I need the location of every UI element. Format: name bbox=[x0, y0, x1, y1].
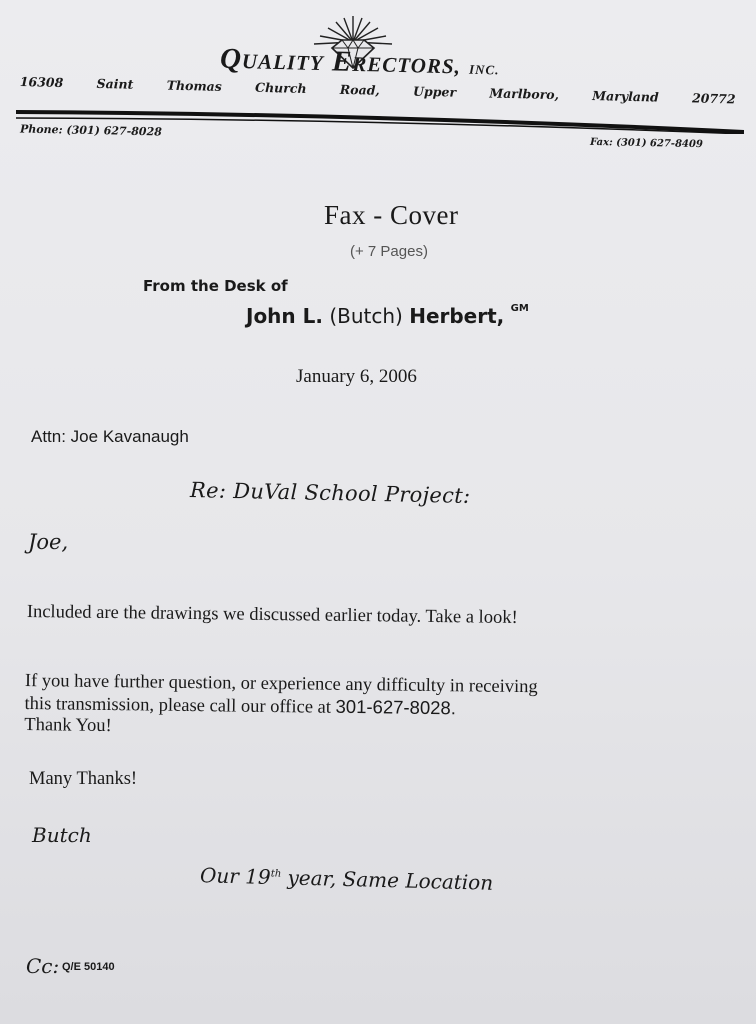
page-count: (+ 7 Pages) bbox=[350, 243, 428, 260]
subject-line: Re: DuVal School Project: bbox=[189, 478, 471, 508]
body-paragraph-2: If you have further question, or experience any difficulty in receiving this transmission, please call our office at 301-627-8028. Thank You! bbox=[24, 671, 538, 737]
attention-line: Attn: Joe Kavanaugh bbox=[31, 427, 189, 446]
page-title: Fax - Cover bbox=[324, 200, 459, 230]
company-fax: Fax: (301) 627-8409 bbox=[589, 136, 703, 151]
greeting: Joe, bbox=[28, 530, 69, 554]
from-desk-label: From the Desk of bbox=[143, 277, 288, 295]
company-phone: Phone: (301) 627-8028 bbox=[19, 122, 162, 139]
cc-label: Cc: bbox=[26, 954, 60, 978]
company-address: 16308 Saint Thomas Church Road, Upper Marlboro, Maryland 20772 bbox=[19, 74, 736, 107]
fax-date: January 6, 2006 bbox=[296, 366, 417, 387]
sender-name: John L. (Butch) Herbert, $^{GM}$ bbox=[246, 303, 529, 328]
tagline: Our 19th year, Same Location bbox=[199, 863, 494, 895]
cc-value: Q/E 50140 bbox=[62, 961, 115, 973]
body-paragraph-1: Included are the drawings we discussed earlier today. Take a look! bbox=[26, 602, 518, 628]
closing: Many Thanks! bbox=[29, 769, 138, 789]
company-name: QUALITY ERECTORS, INC. bbox=[219, 42, 500, 79]
signature: Butch bbox=[32, 823, 92, 847]
